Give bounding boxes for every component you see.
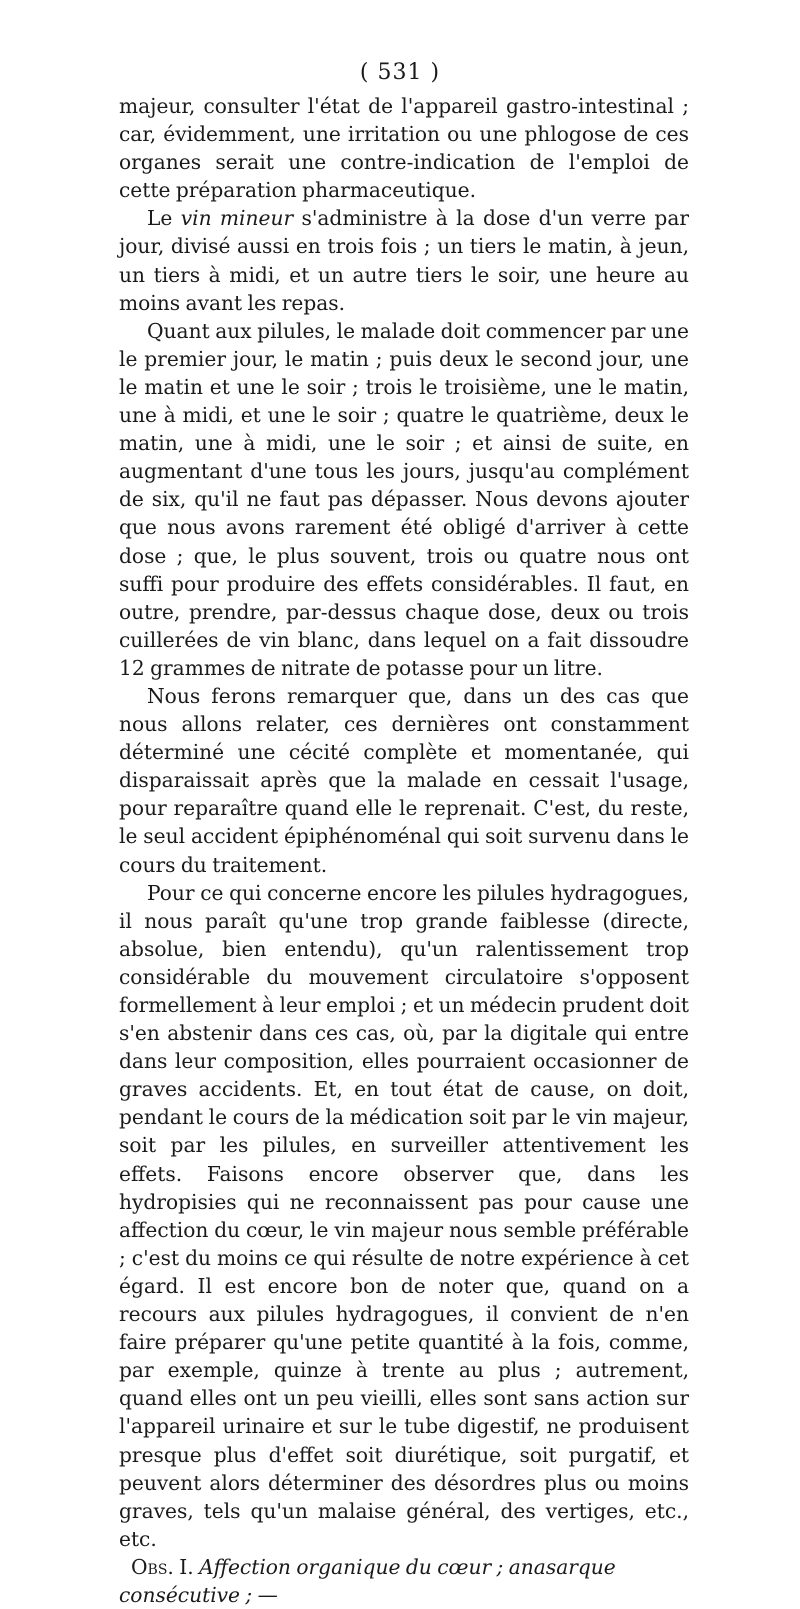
observation-title: Affection organique du cœur ; anasarque consécutive ; — xyxy=(119,1554,616,1607)
paragraph-continuation: majeur, consulter l'état de l'appareil gastro-intestinal ; car, évidemment, une irritation ou une phlogose de ces organes serait une contre-indication de l'emploi de cette préparation pharmaceutique. xyxy=(119,94,689,203)
page-number: ( 531 ) xyxy=(359,60,441,85)
paragraph-pilules-dosage: Quant aux pilules, le malade doit commencer par une le premier jour, le matin ; puis deux le second jour, une le matin et une le soir ; trois le troisième, une le matin, une à midi, et une le soir ; quatre le quatrième, deux le matin, une à midi, une le soir ; et ainsi de suite, en augmentant d'une tous les jours, jusqu'au complément de six, qu'il ne faut pas dépasser. Nous devons ajouter que nous avons rarement été obligé d'arriver à cette dose ; que, le plus souvent, trois ou quatre nous ont suffi pour produire des effets considérables. Il faut, en outre, prendre, par-dessus chaque dose, deux ou trois cuillerées de vin blanc, dans lequel on a fait dissoudre 12 grammes de nitrate de potasse pour un litre. xyxy=(119,318,689,680)
term-vin-mineur: vin mineur xyxy=(180,206,294,231)
observation-label: Obs. I. xyxy=(131,1554,194,1579)
paragraph-pilules-hydragogues: Pour ce qui concerne encore les pilules hydragogues, il nous paraît qu'une trop grande faiblesse (directe, absolue, bien entendu), qu'un ralentissement trop considérable du mouvement circulatoire s'opposent formellement à leur emploi ; et un médecin prudent doit s'en abstenir dans ces cas, où, par la digitale qui entre dans leur composition, elles pourraient occasionner de graves accidents. Et, en tout état de cause, on doit, pendant le cours de la médication soit par le vin majeur, soit par les pilules, en surveiller attentivement les effets. Faisons encore observer que, dans les hydropisies qui ne reconnaissent pas pour cause une affection du cœur, le vin majeur nous semble préférable ; c'est du moins ce qui résulte de notre expérience à cet égard. Il est encore bon de noter que, quand on a recours aux pilules hydragogues, il convient de n'en faire préparer qu'une petite quantité à la fois, comme, par exemple, quinze à trente au plus ; autrement, quand elles ont un peu vieilli, elles sont sans action sur l'appareil urinaire et sur le tube digestif, ne produisent presque plus d'effet soit diurétique, soit purgatif, et peuvent alors déterminer des désordres plus ou moins graves, tels qu'un malaise général, des vertiges, etc., etc. xyxy=(119,880,689,1551)
paragraph-vin-mineur xyxy=(119,204,689,316)
observation-heading xyxy=(119,1553,689,1609)
body-text xyxy=(119,92,689,1609)
paragraph-cecite: Nous ferons remarquer que, dans un des cas que nous allons relater, ces dernières ont constamment déterminé une cécité complète et momentanée, qui disparaissait après que la malade en cessait l'usage, pour reparaître quand elle le reprenait. C'est, du reste, le seul accident épiphénoménal qui soit survenu dans le cours du traitement. xyxy=(119,683,689,877)
paragraph-text: s'administre à la dose d'un verre par jour, divisé aussi en trois fois ; un tiers le matin, à jeun, un tiers à midi, et un autre tiers le soir, une heure au moins avant les repas. xyxy=(119,206,690,315)
paragraph-lead-word: Le xyxy=(147,206,173,231)
